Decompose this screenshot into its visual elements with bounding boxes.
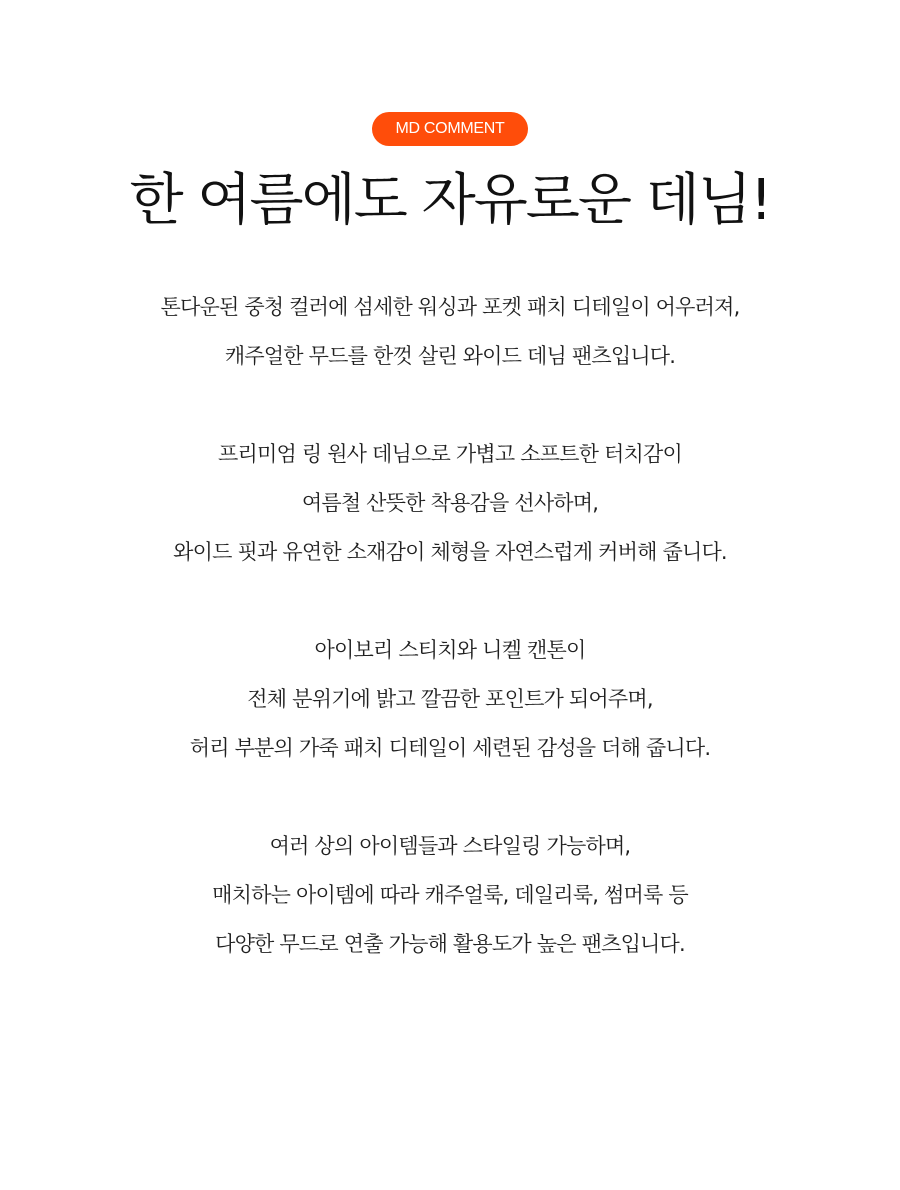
text-line: 아이보리 스티치와 니켈 캔톤이: [314, 638, 586, 662]
headline: 한 여름에도 자유로운 데님!: [129, 168, 771, 233]
md-comment-badge: MD COMMENT: [372, 112, 528, 146]
text-line: 프리미엄 링 원사 데님으로 가볍고 소프트한 터치감이: [218, 442, 682, 466]
text-line: 매치하는 아이템에 따라 캐주얼룩, 데일리룩, 썸머룩 등: [212, 883, 688, 907]
text-line: 여러 상의 아이템들과 스타일링 가능하며,: [269, 834, 631, 858]
paragraph-styling: [0, 822, 900, 969]
text-line: 전체 분위기에 밝고 깔끔한 포인트가 되어주며,: [247, 687, 653, 711]
paragraph-details: [0, 626, 900, 773]
text-line: 톤다운된 중청 컬러에 섬세한 워싱과 포켓 패치 디테일이 어우러져,: [160, 295, 740, 319]
text-line: 다양한 무드로 연출 가능해 활용도가 높은 팬츠입니다.: [215, 932, 685, 956]
description-body: [0, 283, 900, 1018]
paragraph-material: [0, 430, 900, 577]
text-line: 여름철 산뜻한 착용감을 선사하며,: [301, 491, 599, 515]
text-line: 와이드 핏과 유연한 소재감이 체형을 자연스럽게 커버해 줍니다.: [173, 540, 727, 564]
text-line: 캐주얼한 무드를 한껏 살린 와이드 데님 팬츠입니다.: [224, 344, 676, 368]
badge-container: [0, 112, 900, 146]
text-line: 허리 부분의 가죽 패치 디테일이 세련된 감성을 더해 줍니다.: [189, 736, 711, 760]
paragraph-fabric-color: [0, 283, 900, 381]
